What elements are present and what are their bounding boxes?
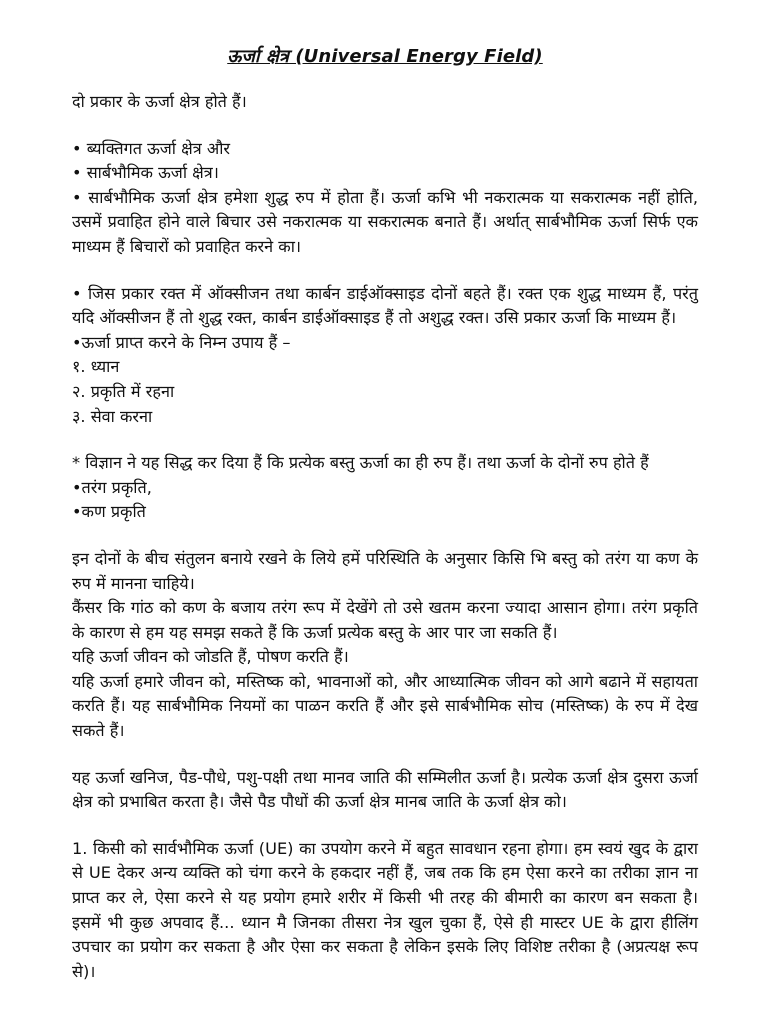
form-item-particle: •कण प्रकृति	[72, 502, 146, 522]
paragraph-blood-analogy: • जिस प्रकार रक्त में ऑक्सीजन तथा कार्बन डाईऑक्साइड दोनों बहते हैं। रक्त एक शुद्ध माध्यम हैं, परंतु यदि ऑक्सीजन हैं तो शुद्ध रक्त, कार्बन डाईऑक्साइड हैं तो अशुद्ध रक्त। उसि प्रकार ऊर्जा कि माध्यम हैं।	[72, 283, 698, 328]
paragraph-mind: यहि ऊर्जा हमारे जीवन को, मस्तिष्क को, भावनाओं को, और आध्यात्मिक जीवन को आगे बढाने में सहायता करति हैं। यह सार्बभौमिक नियमों का पाळन करति हैं और इसे सार्बभौमिक सोच (मस्तिष्क) के रुप में देख सकते हैं।	[72, 671, 698, 741]
science-statement: * विज्ञान ने यह सिद्ध कर दिया हैं कि प्रत्येक बस्तु ऊर्जा का ही रुप हैं। तथा ऊर्जा के दोनों रुप होते हैं	[72, 453, 649, 473]
method-item-service: ३. सेवा करना	[72, 406, 153, 426]
methods-heading: •ऊर्जा प्राप्त करने के निम्न उपाय हैं –	[72, 332, 291, 352]
method-item-meditation: १. ध्यान	[72, 357, 120, 377]
paragraph-cancer: कैंसर कि गांठ को कण के बजाय तरंग रूप में देखेंगे तो उसे खतम करना ज्यादा आसान होगा। तरंग प्रकृति के कारण से हम यह समझ सकते हैं कि ऊर्जा प्रत्येक बस्तु के आर पार जा सकति हैं।	[72, 598, 699, 642]
bullet-personal-field: • ब्यक्तिगत ऊर्जा क्षेत्र और	[72, 138, 231, 158]
paragraph-universal-energy-caution: 1. किसी को सार्वभौमिक ऊर्जा (UE) का उपयोग करने में बहुत सावधान रहना होगा। हम स्वयं खुद के द्वारा से UE देकर अन्य व्यक्ति को चंगा करने के हकदार नहीं हैं, जब तक कि हम ऐसा करने का तरीका ज्ञान ना प्राप्त कर ले, ऐसा करने से यह प्रयोग हमारे शरीर में किसी भी तरह की बीमारी का कारण बन सकता है। इसमें भी कुछ अपवाद हैं... ध्यान मै जिनका तीसरा नेत्र खुल चुका हैं, ऐसे ही मास्टर UE के द्वारा हीलिंग उपचार का प्रयोग कर सकता है और ऐसा कर सकता है लेकिन इसके लिए विशिष्ट तरीका है (अप्रत्यक्ष रूप से)।	[72, 838, 698, 981]
paragraph-balance: इन दोनों के बीच संतुलन बनाये रखने के लिये हमें परिस्थिति के अनुसार किसि भि बस्तु को तरंग या कण के रुप में मानना चाहिये।	[72, 548, 698, 593]
bullet-universal-field: • सार्बभौमिक ऊर्जा क्षेत्र।	[72, 163, 219, 183]
paragraph-life: यहि ऊर्जा जीवन को जोडति हैं, पोषण करति हैं।	[72, 647, 349, 667]
paragraph-minerals: यह ऊर्जा खनिज, पैड-पौधे, पशु-पक्षी तथा मानव जाति की सम्मिलीत ऊर्जा है। प्रत्येक ऊर्जा क्षेत्र दुसरा ऊर्जा क्षेत्र को प्रभाबित करता है। जैसे पैड पौधों की ऊर्जा क्षेत्र मानब जाति के ऊर्जा क्षेत्र को।	[72, 767, 698, 812]
intro-text: दो प्रकार के ऊर्जा क्षेत्र होते हैं।	[72, 92, 247, 111]
document-title: ऊर्जा क्षेत्र (Universal Energy Field)	[227, 46, 543, 67]
form-item-wave: •तरंग प्रकृति,	[72, 477, 152, 497]
bullet-universal-description: • सार्बभौमिक ऊर्जा क्षेत्र हमेशा शुद्ध रुप में होता हैं। ऊर्जा कभि भी नकरात्मक या सकरात्मक नहीं होति, उसमें प्रवाहित होने वाले बिचार उसे नकरात्मक या सकरात्मक बनाते हैं। अर्थात् सार्बभौमिक ऊर्जा सिर्फ एक माध्यम हैं बिचारों को प्रवाहित करने का।	[72, 187, 698, 256]
method-item-nature: २. प्रकृति में रहना	[72, 381, 175, 401]
